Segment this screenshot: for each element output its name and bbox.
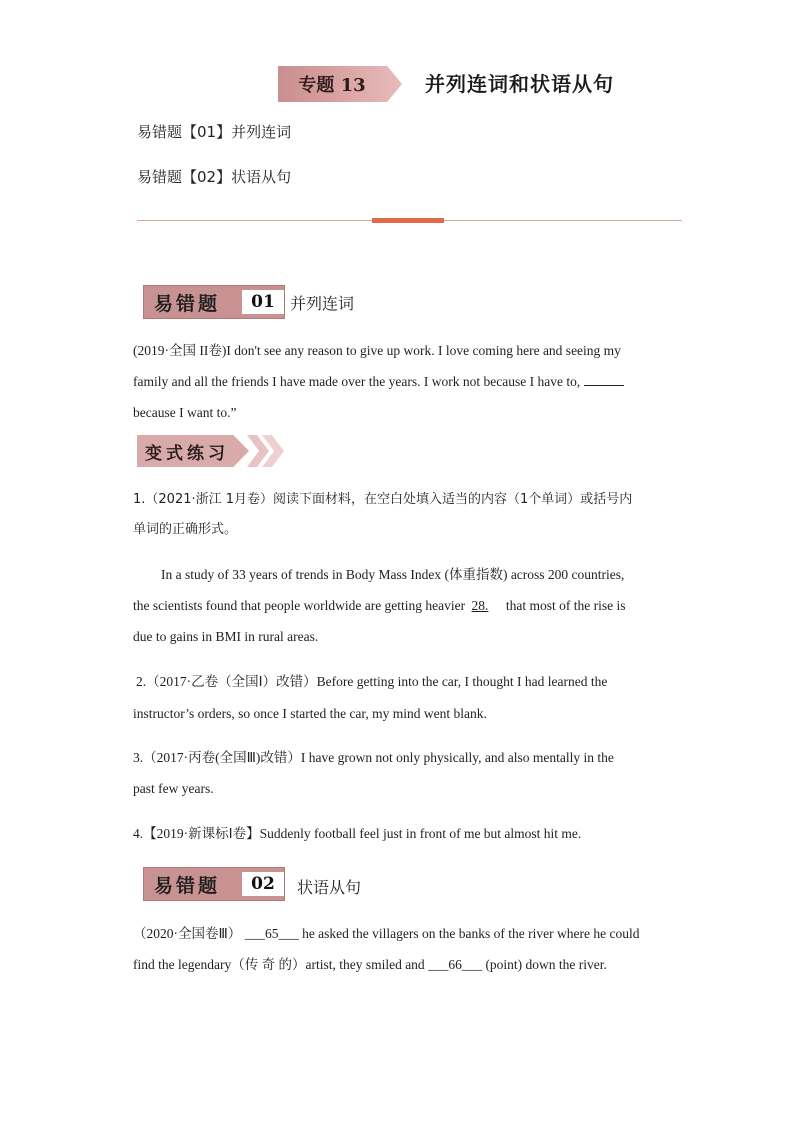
answer-blank-65: ___65___ xyxy=(244,926,299,941)
question-text: family and all the friends I have made over the years. I work not because I have to, xyxy=(133,374,581,389)
passage-line: due to gains in BMI in rural areas. xyxy=(133,629,319,644)
topic-number-tag: 专题 13 xyxy=(298,75,366,96)
toc-item-1: 易错题【01】并列连词 xyxy=(137,123,292,141)
practice-item-3-line: 3.（2017·丙卷(全国Ⅲ)改错）I have grown not only physically, and also mentally in the xyxy=(133,750,614,765)
practice-item-1-line: 单词的正确形式。 xyxy=(133,522,238,537)
section-tag-label: 易错题 xyxy=(154,874,221,897)
section-title-02: 状语从句 xyxy=(297,878,362,897)
passage-line xyxy=(133,597,626,615)
practice-item-2-line: 2.（2017·乙卷（全国Ⅰ）改错）Before getting into the car, I thought I had learned the xyxy=(136,674,608,689)
section-title-01: 并列连词 xyxy=(290,294,355,313)
section-tag-02 xyxy=(143,867,285,901)
answer-blank-28: 28. xyxy=(471,598,489,613)
question-text: (point) down the river. xyxy=(485,957,607,972)
answer-blank-66: ___66___ xyxy=(428,957,483,972)
page-title: 并列连词和状语从句 xyxy=(425,72,614,96)
practice-item-4-line: 4.【2019·新课标Ⅰ卷】Suddenly football feel just in front of me but almost hit me. xyxy=(133,826,582,841)
passage-text: that most of the rise is xyxy=(505,598,626,613)
question-line xyxy=(133,925,639,943)
section-tag-number: 01 xyxy=(242,290,284,314)
passage-text: the scientists found that people worldwide are getting heavier xyxy=(133,598,466,613)
question-line xyxy=(133,373,624,391)
question-line: because I want to.” xyxy=(133,405,237,420)
question-line xyxy=(133,956,607,974)
passage-line: In a study of 33 years of trends in Body Mass Index (体重指数) across 200 countries, xyxy=(161,567,625,582)
question-text: he asked the villagers on the banks of the river where he could xyxy=(302,926,640,941)
section-tag-number: 02 xyxy=(242,872,284,896)
section-tag-01 xyxy=(143,285,285,319)
section-tag-label: 易错题 xyxy=(154,292,221,315)
divider-accent xyxy=(372,218,444,223)
practice-item-3-line: past few years. xyxy=(133,781,214,796)
answer-blank xyxy=(584,373,624,386)
toc-item-2: 易错题【02】状语从句 xyxy=(137,168,292,186)
practice-tag-label: 变式练习 xyxy=(145,443,229,464)
question-source: （2020·全国卷Ⅲ） xyxy=(133,926,242,941)
question-line: (2019·全国 II卷)I don't see any reason to give up work. I love coming here and seeing my xyxy=(133,343,621,358)
practice-item-2-line: instructor’s orders, so once I started the car, my mind went blank. xyxy=(133,706,487,721)
question-text: find the legendary（传 奇 的）artist, they smiled and xyxy=(133,957,425,972)
practice-item-1-line: 1.（2021·浙江 1月卷）阅读下面材料，在空白处填入适当的内容（1个单词）或括号内 xyxy=(133,492,633,507)
